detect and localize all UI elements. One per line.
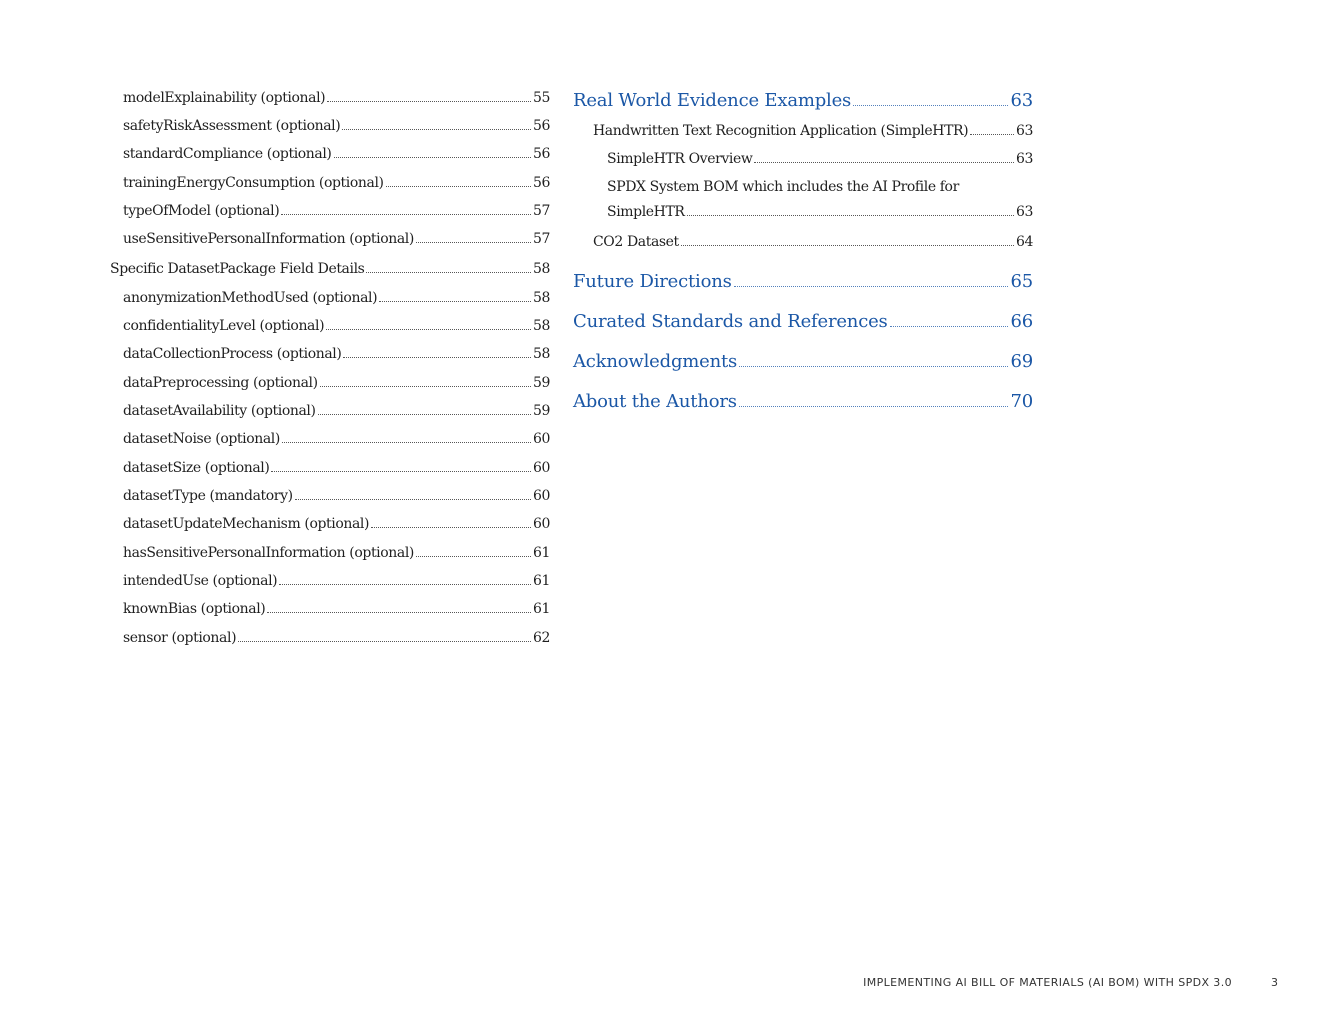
toc-entry-dataset-type[interactable]: datasetType (mandatory) 60	[123, 488, 550, 504]
toc-entry-standard-compliance[interactable]: standardCompliance (optional) 56	[123, 146, 550, 162]
toc-entry-spdx-system-bom[interactable]: SimpleHTR 63	[607, 204, 1033, 220]
toc-entry-training-energy-consumption[interactable]: trainingEnergyConsumption (optional) 56	[123, 175, 550, 191]
toc-entry-intended-use[interactable]: intendedUse (optional) 61	[123, 573, 550, 589]
toc-entry-future-directions[interactable]: Future Directions 65	[573, 271, 1033, 292]
toc-entry-acknowledgments[interactable]: Acknowledgments 69	[573, 351, 1033, 372]
toc-entry-data-preprocessing[interactable]: dataPreprocessing (optional) 59	[123, 375, 550, 391]
toc-entry-safety-risk-assessment[interactable]: safetyRiskAssessment (optional) 56	[123, 118, 550, 134]
toc-entry-dataset-noise[interactable]: datasetNoise (optional) 60	[123, 431, 550, 447]
toc-entry-type-of-model[interactable]: typeOfModel (optional) 57	[123, 203, 550, 219]
toc-entry-use-sensitive-personal-information[interactable]: useSensitivePersonalInformation (optional) 57	[123, 231, 550, 247]
toc-entry-has-sensitive-personal-information[interactable]: hasSensitivePersonalInformation (optional) 61	[123, 545, 550, 561]
toc-entry-model-explainability[interactable]: modelExplainability (optional) 55	[123, 90, 550, 106]
toc-entry-spdx-system-bom-line1[interactable]: SPDX System BOM which includes the AI Profile for	[607, 179, 959, 195]
toc-entry-dataset-size[interactable]: datasetSize (optional) 60	[123, 460, 550, 476]
toc-entry-simplehtr-overview[interactable]: SimpleHTR Overview 63	[607, 151, 1033, 167]
toc-entry-known-bias[interactable]: knownBias (optional) 61	[123, 601, 550, 617]
toc-entry-dataset-update-mechanism[interactable]: datasetUpdateMechanism (optional) 60	[123, 516, 550, 532]
toc-entry-sensor[interactable]: sensor (optional) 62	[123, 630, 550, 646]
toc-entry-simplehtr-application[interactable]: Handwritten Text Recognition Application (SimpleHTR) 63	[593, 123, 1033, 139]
toc-entry-data-collection-process[interactable]: dataCollectionProcess (optional) 58	[123, 346, 550, 362]
running-footer-title: IMPLEMENTING AI BILL OF MATERIALS (AI BOM) WITH SPDX 3.0	[863, 976, 1232, 989]
toc-entry-real-world-evidence[interactable]: Real World Evidence Examples 63	[573, 90, 1033, 111]
toc-entry-curated-standards[interactable]: Curated Standards and References 66	[573, 311, 1033, 332]
toc-entry-anonymization-method-used[interactable]: anonymizationMethodUsed (optional) 58	[123, 290, 550, 306]
toc-entry-co2-dataset[interactable]: CO2 Dataset 64	[593, 234, 1033, 250]
toc-entry-dataset-package-details[interactable]: Specific DatasetPackage Field Details 58	[110, 261, 550, 277]
toc-entry-dataset-availability[interactable]: datasetAvailability (optional) 59	[123, 403, 550, 419]
toc-entry-about-the-authors[interactable]: About the Authors 70	[573, 391, 1033, 412]
toc-entry-confidentiality-level[interactable]: confidentialityLevel (optional) 58	[123, 318, 550, 334]
page-number: 3	[1271, 976, 1278, 989]
